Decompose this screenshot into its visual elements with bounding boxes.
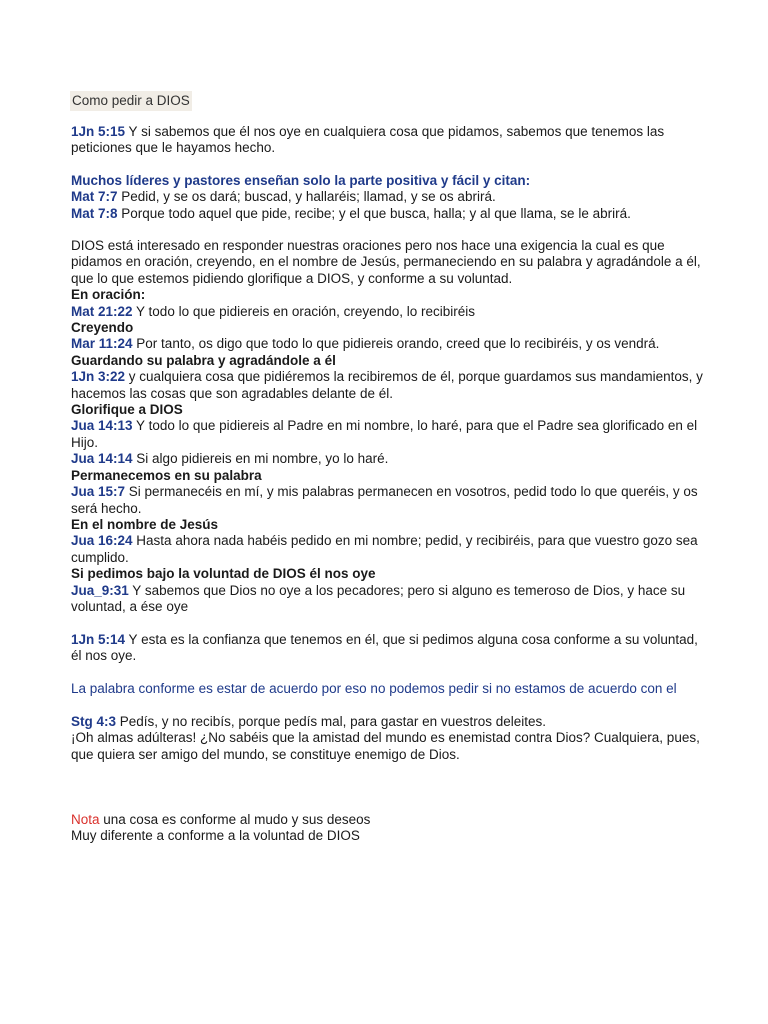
verse-ref: Mar 11:24 — [71, 336, 133, 352]
intro-verse — [71, 124, 711, 157]
verse-text: Pedís, y no recibís, porque pedís mal, para gastar en vuestros deleites. — [116, 714, 546, 729]
verse-ref: Jua 15:7 — [71, 484, 126, 500]
document-title: Como pedir a DIOS — [70, 91, 192, 111]
verse-text: Si algo pidiereis en mi nombre, yo lo haré. — [132, 451, 389, 467]
verse-ref: 1Jn 5:14 — [71, 632, 126, 647]
main-paragraph — [71, 238, 711, 615]
verse-text: Hasta ahora nada habéis pedido en mi nombre; pedid, y recibiréis, para que vuestro gozo sea cumplido. — [71, 533, 698, 565]
verse-text: Y todo lo que pidiereis en oración, creyendo, lo recibiréis — [132, 303, 475, 319]
verse-ref: Mat 7:7 — [71, 189, 118, 205]
leaders-heading: Muchos líderes y pastores enseñan solo la parte positiva y fácil y citan: — [71, 173, 531, 188]
verse-text: Por tanto, os digo que todo lo que pidiereis orando, creed que lo recibiréis, y os vendrá. — [132, 336, 660, 352]
nota-line1: una cosa es conforme al mudo y sus deseos — [99, 812, 371, 827]
paragraph-text: DIOS está interesado en responder nuestras oraciones pero nos hace una exigencia la cual es que pidamos en oración, creyendo, en el nombre de Jesús, permaneciendo en su palabra y agradándole a él, que lo que estemos pidiendo glorifique a DIOS, y conforme a su voluntad. — [71, 238, 701, 286]
verse-text: Y sabemos que Dios no oye a los pecadores; pero si alguno es temeroso de Dios, y hace su voluntad, a ése oye — [71, 582, 686, 614]
verse-text: Y todo lo que pidiereis al Padre en mi nombre, lo haré, para que el Padre sea glorificado en el Hijo. — [71, 418, 698, 450]
section-heading: Glorifique a DIOS — [71, 402, 183, 418]
conforme-note-text: La palabra conforme es estar de acuerdo por eso no podemos pedir si no estamos de acuerdo con el — [71, 681, 677, 696]
verse-ref: 1Jn 5:15 — [71, 124, 126, 139]
nota-block — [71, 812, 711, 845]
verse-ref: Jua 16:24 — [71, 533, 133, 549]
verse-ref: Mat 21:22 — [71, 303, 133, 319]
verse-ref: Stg 4:3 — [71, 714, 117, 729]
section-heading: Guardando su palabra y agradándole a él — [71, 352, 336, 368]
verse-text: Si permanecéis en mí, y mis palabras permanecen en vosotros, pedid todo lo que queréis, y os será hecho. — [71, 484, 698, 516]
section-heading: En oración: — [71, 287, 146, 303]
nota-line2: Muy diferente a conforme a la voluntad de DIOS — [71, 828, 360, 844]
stg43-verse — [71, 714, 711, 763]
section-heading: Creyendo — [71, 320, 134, 336]
verse-ref: Mat 7:8 — [71, 205, 118, 221]
verse-text: Porque todo aquel que pide, recibe; y el que busca, halla; y al que llama, se le abrirá. — [117, 205, 631, 221]
verse-ref: Jua 14:14 — [71, 451, 133, 467]
conforme-note — [71, 681, 731, 697]
section-heading: Si pedimos bajo la voluntad de DIOS él nos oye — [71, 566, 376, 582]
jn514-verse — [71, 632, 711, 665]
section-heading: Permanecemos en su palabra — [71, 467, 262, 483]
section-heading: En el nombre de Jesús — [71, 516, 219, 532]
verse-text: y cualquiera cosa que pidiéremos la recibiremos de él, porque guardamos sus mandamientos, y hacemos las cosas que son agradables delante de él. — [71, 369, 703, 401]
verse-text: Pedid, y se os dará; buscad, y hallaréis; llamad, y se os abrirá. — [117, 189, 496, 205]
verse-text: Y si sabemos que él nos oye en cualquiera cosa que pidamos, sabemos que tenemos las peticiones que le hayamos hecho. — [71, 124, 665, 156]
verse-ref: 1Jn 3:22 — [71, 369, 126, 385]
verse-text: Y esta es la confianza que tenemos en él, que si pedimos alguna cosa conforme a su voluntad, él nos oye. — [71, 632, 698, 664]
leaders-block — [71, 173, 711, 222]
verse-ref: Jua 14:13 — [71, 418, 133, 434]
verse-ref: Jua_9:31 — [71, 582, 129, 598]
verse-text-continued: ¡Oh almas adúlteras! ¿No sabéis que la amistad del mundo es enemistad contra Dios? Cualquiera, pues, que quiera ser amigo del mundo, se constituye enemigo de Dios. — [71, 730, 700, 762]
nota-label: Nota — [71, 812, 100, 827]
